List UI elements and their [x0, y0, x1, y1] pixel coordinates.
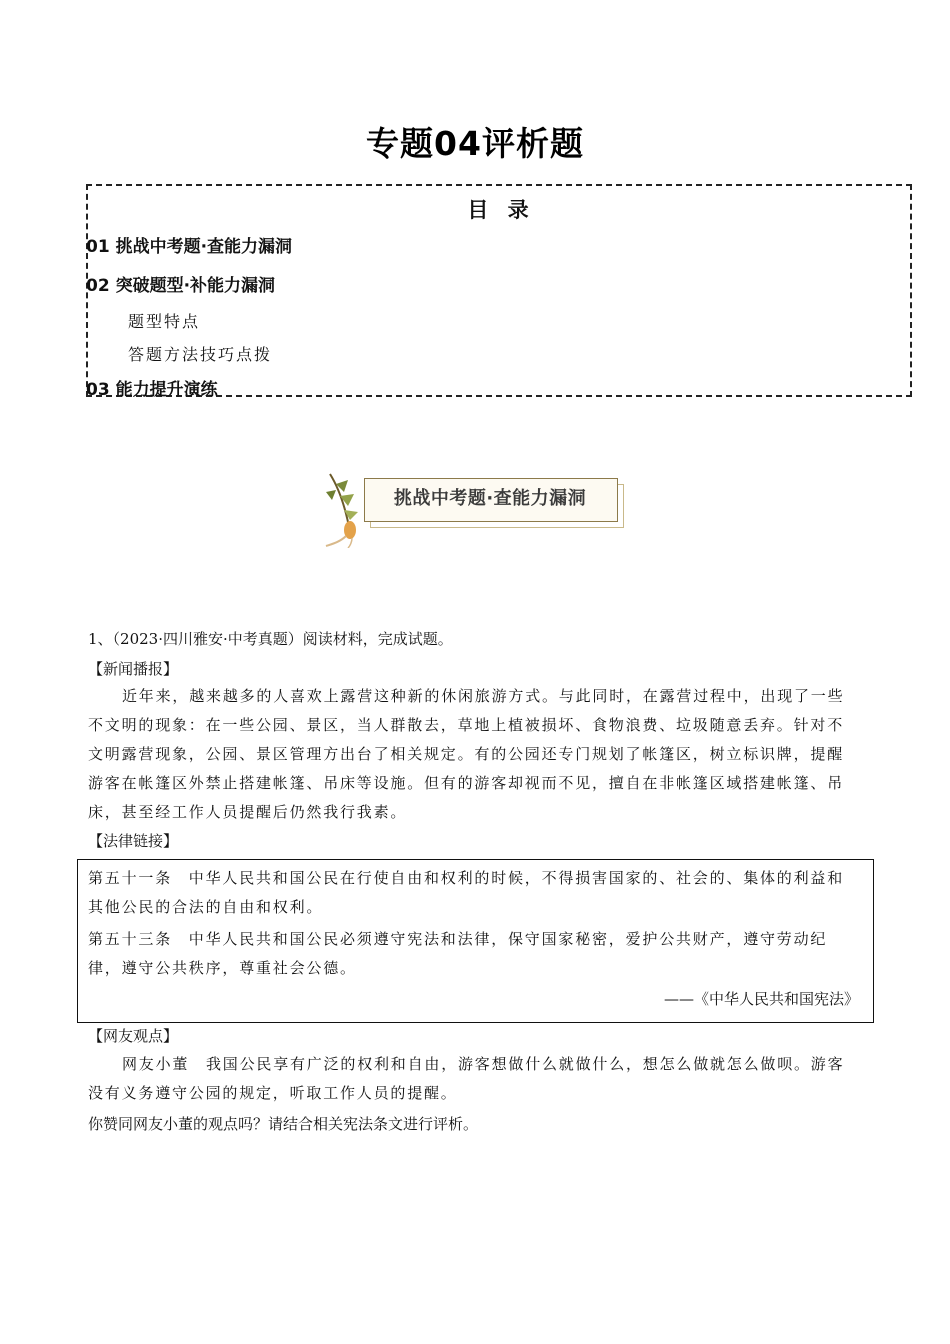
question-prompt: 你赞同网友小董的观点吗？请结合相关宪法条文进行评析。	[88, 1115, 479, 1133]
question-intro: 1、（2023·四川雅安·中考真题）阅读材料，完成试题。	[88, 630, 453, 648]
law-heading: 【法律链接】	[88, 832, 179, 850]
opinion-body: 网友小董 我国公民享有广泛的权利和自由，游客想做什么就做什么，想怎么做就怎么做呗。游客没有义务遵守公园的规定，听取工作人员的提醒。	[88, 1055, 845, 1102]
toc-item-question-features[interactable]: 题型特点	[128, 312, 201, 331]
law-source: ——《中华人民共和国宪法》	[663, 990, 859, 1008]
plant-sprig-icon	[322, 470, 382, 548]
law-article-51: 第五十一条 中华人民共和国公民在行使自由和权利的时候，不得损害国家的、社会的、集体的利益和其他公民的合法的自由和权利。	[88, 869, 845, 916]
toc-item-03[interactable]: 03 能力提升演练	[86, 380, 218, 400]
banner-label: 挑战中考题·查能力漏洞	[393, 488, 587, 509]
news-body: 近年来，越来越多的人喜欢上露营这种新的休闲旅游方式。与此同时，在露营过程中，出现了一些不文明的现象：在一些公园、景区，当人群散去，草地上植被损坏、食物浪费、垃圾随意丢弃。针对不文明露营现象，公园、景区管理方出台了相关规定。有的公园还专门规划了帐篷区，树立标识牌，提醒游客在帐篷区外禁止搭建帐篷、吊床等设施。但有的游客却视而不见，擅自在非帐篷区域搭建帐篷、吊床，甚至经工作人员提醒后仍然我行我素。	[88, 687, 845, 821]
law-excerpt-box	[77, 859, 874, 1023]
news-heading: 【新闻播报】	[88, 660, 179, 678]
opinion-heading: 【网友观点】	[88, 1027, 179, 1045]
section-banner	[322, 470, 632, 548]
page-title: 专题04评析题	[366, 124, 584, 163]
toc-item-01[interactable]: 01 挑战中考题·查能力漏洞	[86, 237, 293, 257]
toc-item-answer-tips[interactable]: 答题方法技巧点拨	[128, 345, 273, 364]
law-article-53: 第五十三条 中华人民共和国公民必须遵守宪法和法律，保守国家秘密，爱护公共财产，遵守劳动纪律，遵守公共秩序，尊重社会公德。	[88, 930, 828, 977]
toc-item-02[interactable]: 02 突破题型·补能力漏洞	[86, 276, 276, 296]
table-of-contents	[86, 184, 912, 400]
toc-heading: 目 录	[467, 198, 535, 222]
